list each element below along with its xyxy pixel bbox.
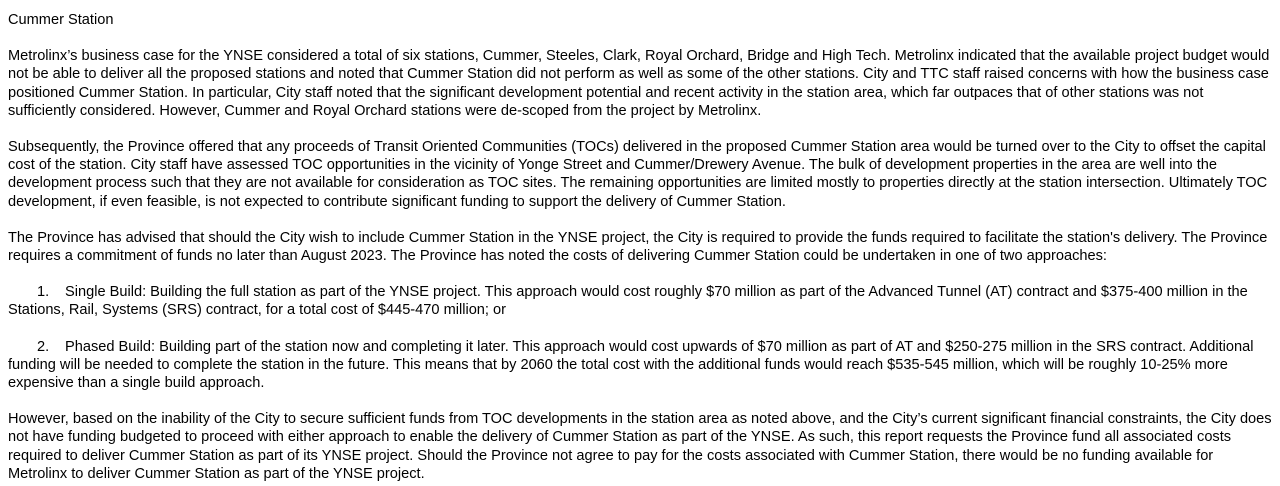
list-item-text: Single Build: Building the full station as part of the YNSE project. This approach would cost roughly $70 million as part of the Advanced Tunnel (AT) contract and $375-400 million in the Stations, Rail, Systems (SRS) contract, for a total cost of $445-470 million; or [8, 284, 1248, 319]
list-number: 1. [37, 284, 50, 301]
paragraph-province-advice: The Province has advised that should the City wish to include Cummer Station in the YNSE project, the City is required to provide the funds required to facilitate the station's delivery. The Province requires a commitment of funds no later than August 2023. The Province has noted the costs of delivering Cummer Station could be undertaken in one of two approaches: [8, 229, 1268, 265]
list-item-phased-build [8, 338, 1272, 393]
paragraph-business-case: Metrolinx’s business case for the YNSE considered a total of six stations, Cummer, Steeles, Clark, Royal Orchard, Bridge and High Tech. Metrolinx indicated that the available project budget would not be able to deliver all the proposed stations and noted that Cummer Station did not perform as well as some of the other stations. City and TTC staff raised concerns with how the business case positioned Cummer Station. In particular, City staff noted that the significant development potential and recent activity in the station area, which far outpaces that of other stations was not sufficiently considered. However, Cummer and Royal Orchard stations were de-scoped from the project by Metrolinx. [8, 48, 1270, 119]
section-title: Cummer Station [8, 12, 114, 28]
list-item-single-build [8, 283, 1272, 319]
list-item-text: Phased Build: Building part of the station now and completing it later. This approach would cost upwards of $70 million as part of AT and $250-275 million in the SRS contract. Additional funding will be needed to complete the station in the future. This means that by 2060 the total cost with the additional funds would reach $535-545 million, which will be roughly 10-25% more expensive than a single build approach. [8, 338, 1254, 392]
paragraph-funding-conclusion: However, based on the inability of the City to secure sufficient funds from TOC developments in the station area as noted above, and the City’s current significant financial constraints, the City does not have funding budgeted to proceed with either approach to enable the delivery of Cummer Station as part of the YNSE. As such, this report requests the Province fund all associated costs required to deliver Cummer Station as part of its YNSE project. Should the Province not agree to pay for the costs associated with Cummer Station, there would be no funding available for Metrolinx to deliver Cummer Station as part of the YNSE project. [8, 411, 1272, 482]
list-number: 2. [37, 338, 50, 355]
paragraph-toc-proceeds: Subsequently, the Province offered that any proceeds of Transit Oriented Communities (TOCs) delivered in the proposed Cummer Station area would be turned over to the City to offset the capital cost of the station. City staff have assessed TOC opportunities in the vicinity of Yonge Street and Cummer/Drewery Avenue. The bulk of development properties in the area are well into the development process such that they are not available for consideration as TOC sites. The remaining opportunities are limited mostly to properties directly at the station intersection. Ultimately TOC development, if even feasible, is not expected to contribute significant funding to support the delivery of Cummer Station. [8, 139, 1268, 210]
